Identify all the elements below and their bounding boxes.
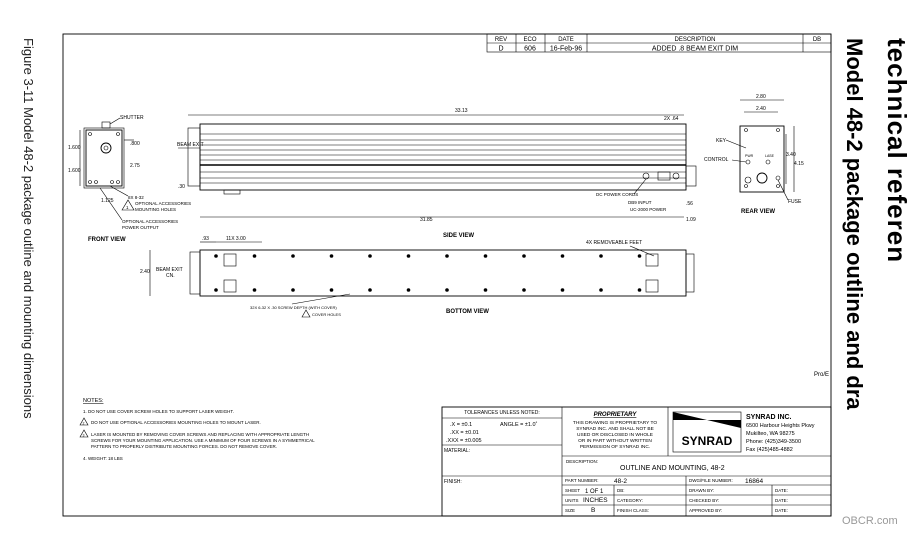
label-109: 1.09 [686,217,696,223]
rev-value-description: ADDED .8 BEAM EXIT DIM [651,45,739,53]
tol-xx: .XX = ±0.01 [450,430,479,436]
label-240: 2.40 [756,106,766,112]
note-2: DO NOT USE OPTIONAL ACCESSORIES MOUNTING HOLES TO MOUNT LASER. [91,420,261,425]
cover-screw-hole [330,254,334,258]
note-4: 4. WEIGHT: 18 LBS [83,456,123,461]
company-line-3: Phone: (425)349-3500 [746,439,802,445]
label-feet: 4X REMOVEABLE FEET [586,240,643,246]
rev-header-description: DESCRIPTION [674,37,716,43]
front-view-beam-exit [101,143,111,153]
cover-screw-hole [407,288,411,292]
label-93: .93 [202,236,209,242]
rev-value-eco: 606 [524,45,536,53]
label-accessory-mount-2: MOUNTING HOLES [135,207,177,212]
tolerances-heading: TOLERANCES UNLESS NOTED: [464,410,540,416]
cover-screw-hole [445,288,449,292]
date-label-3: DATE: [775,508,788,513]
label-bottom-beam-exit-2: CN. [166,273,175,279]
cover-screw-hole [291,254,295,258]
proprietary-line-1: THIS DRAWING IS PROPRIETARY TO [572,421,658,426]
cover-screw-hole [561,254,565,258]
size-value: B [591,507,596,514]
rev-header-db: DB [812,37,822,43]
label-db9: DB9 INPUT [628,200,652,205]
db-label: DB: [617,488,625,493]
cover-screw-hole [445,254,449,258]
description-label: DESCRIPTION: [566,459,599,464]
rev-value-date: 16-Feb-96 [549,45,583,53]
side-view-title: SIDE VIEW [443,233,475,239]
cover-screw-hole [291,288,295,292]
note-3-line-2: SCREWS FOR YOUR MOUNTING APPLICATION. USE A MINIMUM OF FOUR SCREWS IN A SYMMETRICAL [91,438,315,443]
proprietary-line-3: USED OR DISCLOSED IN WHOLE [577,433,653,438]
cover-screw-hole [214,254,218,258]
cover-screw-hole [253,254,257,258]
synrad-logo: SYNRAD [681,434,733,448]
dwg-value: 16864 [745,478,764,485]
cover-screw-hole [638,288,642,292]
note-3-line-3: PATTERN TO PROPERLY DISTRIBUTE MOUNTING FORCES. DO NOT REMOVE COVER. [91,444,277,449]
tol-angle: ANGLE = ±1.0˚ [500,422,538,428]
label-3313: 33.13 [455,108,468,114]
rev-header-date: DATE [558,37,574,43]
label-2x64: 2X .64 [664,116,679,122]
cover-screw-hole [253,288,257,292]
label-uc2000: UC-2000 POWER [630,207,667,212]
proprietary-line-2: SYNRAD INC. AND SHALL NOT BE [576,427,654,432]
part-number-label: PART NUMBER: [565,478,599,483]
finish-label: FINISH: [444,479,462,485]
label-accessory-mount-1: OPTIONAL ACCESSORIES [135,201,192,206]
units-value: INCHES [583,497,608,504]
rev-header-eco: ECO [523,37,537,43]
label-3185: 31.85 [420,217,433,223]
label-control: CONTROL [704,157,729,163]
label-screws-1: 32X 6-32 X .30 SCREW DEPTH (WITH COVER) [250,305,337,310]
label-accessory-power-1: OPTIONAL ACCESSORIES [122,219,179,224]
part-number-value: 48-2 [614,478,628,485]
rear-panel-left-label: PWR [745,154,754,158]
date-label-2: DATE: [775,498,788,503]
category-label: CATEGORY: [617,498,643,503]
label-1600-bottom: 1.600 [68,168,81,174]
page-section-subtitle: Model 48-2 package outline and dra [842,38,867,410]
dwg-label: DWG/FILE NUMBER: [689,478,733,483]
cover-screw-hole [407,254,411,258]
proprietary-heading: PROPRIETARY [593,412,637,418]
label-1600-top: 1.600 [68,145,81,151]
label-fuse: FUSE [788,199,802,205]
figure-caption: Figure 3-11 Model 48-2 package outline and mounting dimensions [21,38,36,419]
company-line-2: Mukilteo, WA 98275 [746,431,795,437]
date-label-1: DATE: [775,488,788,493]
rev-header-rev: REV [494,37,508,43]
description-value: OUTLINE AND MOUNTING, 48-2 [620,465,725,472]
cover-screw-hole [522,288,526,292]
sheet-label: SHEET [565,488,581,493]
cover-screw-hole [599,288,603,292]
cover-screw-hole [638,254,642,258]
cover-screw-hole [561,288,565,292]
rear-view-title: REAR VIEW [741,209,776,215]
page-section-title: technical referen [882,38,912,264]
watermark: OBCR.com [842,515,898,527]
label-415: 4.15 [794,161,804,167]
note-3-marker: 3 [82,433,85,438]
rear-panel-right-label: LASE [765,154,774,158]
company-name: SYNRAD INC. [746,414,792,421]
front-view [68,115,191,243]
bottom-view-title: BOTTOM VIEW [446,309,489,315]
company-line-1: 6500 Harbour Heights Pkwy [746,423,815,429]
front-callout-num: 1 [126,205,129,210]
label-1125: 1.125 [101,198,114,204]
cover-screw-hole [522,254,526,258]
note-1: 1. DO NOT USE COVER SCREW HOLES TO SUPPORT LASER WEIGHT. [83,409,234,414]
label-side-beam-exit: BEAM EXIT [177,142,204,148]
front-view-title: FRONT VIEW [88,237,126,243]
notes [80,398,315,461]
label-bottom-beam-exit-1: BEAM EXIT [156,267,183,273]
cover-screw-hole [368,288,372,292]
drawn-by-label: DRAWN BY: [689,488,715,493]
proprietary-line-4: OR IN PART WITHOUT WRITTEN [578,439,652,444]
label-accessory-power-2: POWER OUTPUT [122,225,159,230]
label-11x300: 11X 3.00 [226,236,246,242]
label-dc-power: DC POWER CORDS [596,192,639,197]
label-screws-2: COVER HOLES [312,312,341,317]
title-block [442,407,831,516]
notes-heading: NOTES: [83,398,104,404]
bottom-view [140,236,694,317]
tol-x: .X = ±0.1 [450,422,473,428]
units-label: UNITS [565,498,579,503]
cover-screw-hole [484,254,488,258]
label-shutter: SHUTTER [120,115,144,121]
tol-xxx: .XXX = ±0.005 [446,438,482,444]
note-2-marker: 2 [82,421,85,426]
cover-screw-hole [330,288,334,292]
cover-screw-hole [599,254,603,258]
sheet-value: 1 OF 1 [585,489,604,495]
side-view [177,108,696,239]
note-3-line-1: LASER IS MOUNTED BY REMOVING COVER SCREWS AND REPLACING WITH APPROPRIATE LENGTH [91,432,310,437]
label-bottom-240: 2.40 [140,269,150,275]
label-side-30: .30 [178,184,185,190]
label-8x832: 8X 8-32 [128,195,144,200]
label-800: .800 [130,141,140,147]
checked-by-label: CHECKED BY: [689,498,720,503]
label-side-56: .56 [686,201,693,207]
label-280: 2.80 [756,94,766,100]
rev-value-rev: D [498,45,504,53]
revision-table [487,34,831,53]
rear-view [704,94,804,215]
proprietary-line-5: PERMISSION OF SYNRAD INC. [579,445,651,450]
front-view-body [86,130,122,186]
label-340: 3.40 [786,152,796,158]
label-275: 2.75 [130,163,140,169]
approved-by-label: APPROVED BY: [689,508,723,513]
company-line-4: Fax (425)485-4882 [746,447,793,453]
corner-tag: Pro/E [814,372,830,378]
bottom-view-body [200,250,686,296]
cover-screw-hole [368,254,372,258]
label-key: KEY [716,138,727,144]
cover-screw-hole [214,288,218,292]
material-label: MATERIAL: [444,448,471,454]
finish-class-label: FINISH CLASS: [617,508,650,513]
cover-screw-hole [484,288,488,292]
rear-view-body [740,126,784,192]
size-label: SIZE [565,508,576,513]
